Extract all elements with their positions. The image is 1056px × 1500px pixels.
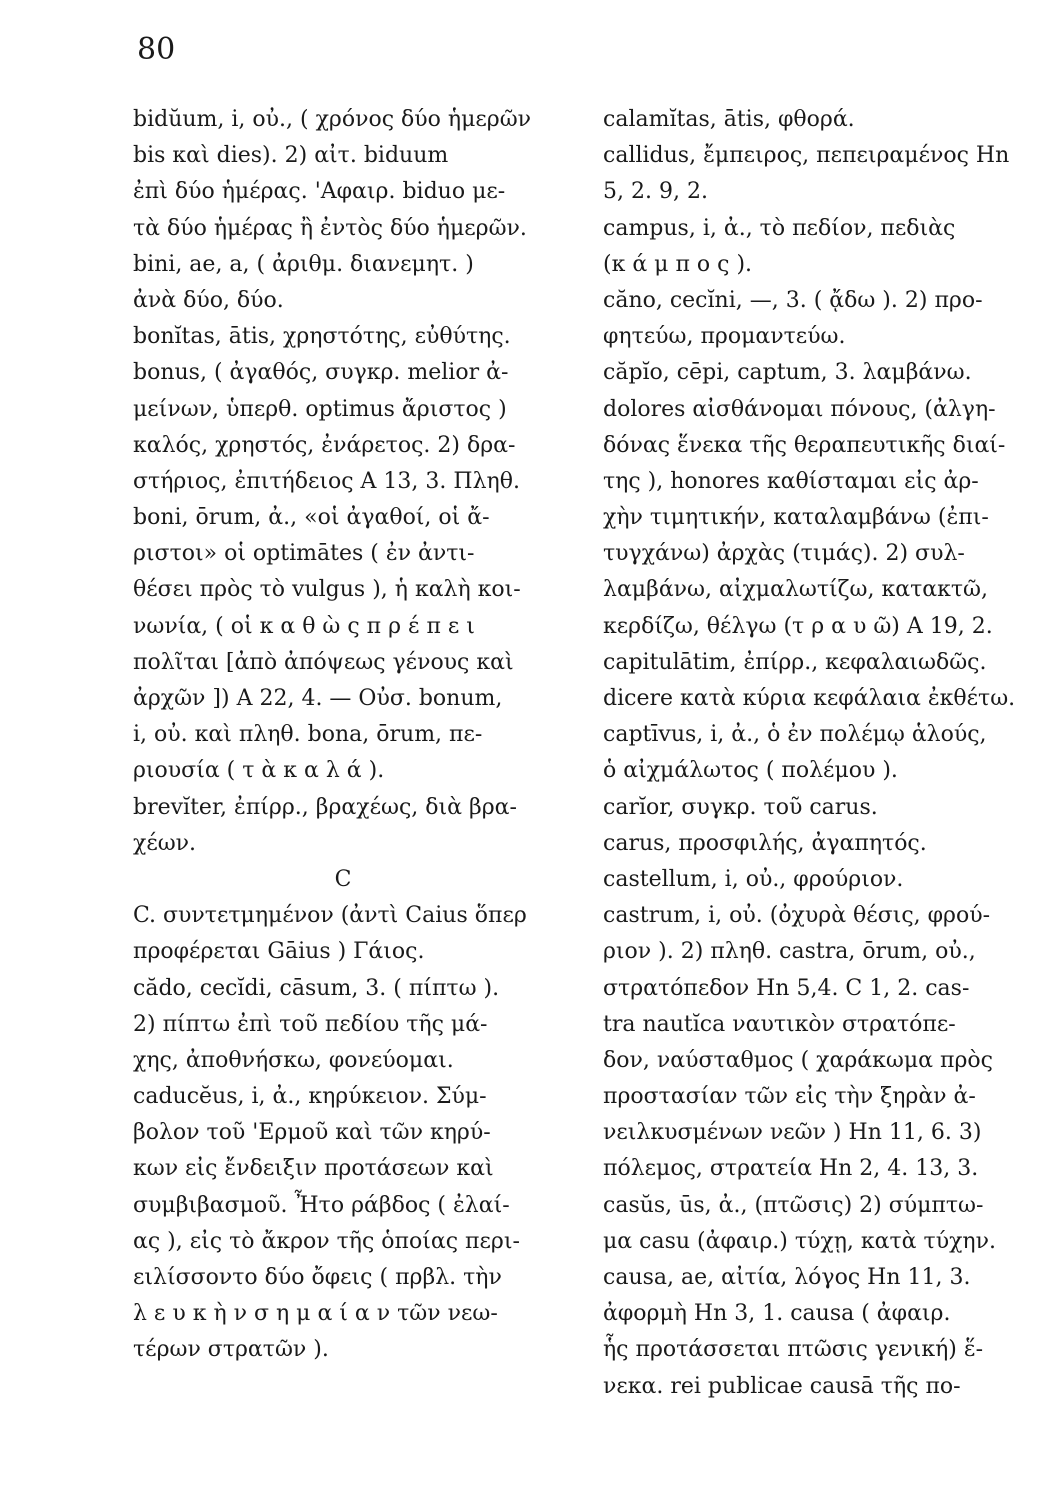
text-line: της ), honores καθίσταμαι εἰς ἀρ- [603,468,979,494]
text-line: brevĭter, ἐπίρρ., βραχέως, διὰ βρα- [133,794,517,820]
text-line: carĭor, συγκρ. τοῦ carus. [603,794,878,820]
text-line: συμβιβασμοῦ. Ἦτο ράβδος ( ἐλαί- [133,1192,510,1218]
text-line: καλός, χρηστός, ἐνάρετος. 2) δρα- [133,432,516,458]
text-line: ἀρχῶν ]) A 22, 4. — Οὐσ. bonum, [133,686,503,711]
text-line: κων εἰς ἔνδειξιν προτάσεων καὶ [133,1156,494,1182]
text-line: χέων. [133,830,197,856]
text-line: νεκα. rei publicae causā τῆς πο- [603,1373,961,1399]
text-line: caducĕus, i, ἀ., κηρύκειον. Σύμ- [133,1084,487,1110]
text-line: λαμβάνω, αἰχμαλωτίζω, κατακτῶ, [603,577,988,603]
text-line: căpĭo, cēpi, captum, 3. λαμβάνω. [603,360,972,386]
text-line: νωνία, ( οἱ κ α θ ὼ ς π ρ έ π ε ι [133,613,475,639]
text-line: captīvus, i, ἀ., ὁ ἐν πολέμῳ ἁλούς, [603,722,987,748]
text-line: στρατόπεδον Hn 5,4. C 1, 2. cas- [603,975,970,1001]
text-line: λ ε υ κ ὴ ν σ η μ α ί α ν τῶν νεω- [133,1301,498,1327]
text-line: 5, 2. 9, 2. [603,179,708,205]
text-line: C. συντετμημένον (ἀντὶ Caius ὅπερ [133,903,527,929]
left-column [133,102,573,1369]
text-line: ριστοι» οἱ optimātes ( ἐν ἀντι- [133,541,475,567]
text-line: ριουσία ( τ ὰ κ α λ ά ). [133,758,385,784]
text-line: bonus, ( ἀγαθός, συγκρ. melior ἀ- [133,360,509,386]
text-line: ἀφορμὴ Hn 3, 1. causa ( ἀφαιρ. [603,1301,951,1327]
text-line: causa, ae, αἰτία, λόγος Hn 11, 3. [603,1265,971,1290]
text-line: τυγχάνω) ἀρχὰς (τιμάς). 2) συλ- [603,541,965,567]
text-line: φητεύω, προμαντεύω. [603,324,846,350]
text-line: castrum, i, οὐ. (ὀχυρὰ θέσις, φρού- [603,903,991,929]
text-line: ἐπὶ δύο ἡμέρας. 'Αφαιρ. biduo με- [133,179,506,205]
text-line: campus, i, ἀ., τὸ πεδίον, πεδιὰς [603,215,956,241]
text-line: τὰ δύο ἡμέρας ἢ ἐντὸς δύο ἡμερῶν. [133,215,527,241]
text-line: boni, ōrum, ἀ., «οἱ ἀγαθοί, οἱ ἄ- [133,505,490,531]
text-line: i, οὐ. καὶ πληθ. bona, ōrum, πε- [133,722,483,748]
text-line: (κ ά μ π ο ς ). [603,251,753,277]
text-line: πολῖται [ἀπὸ ἀπόψεως γένους καὶ [133,649,514,675]
text-line: bini, ae, a, ( ἀριθμ. διανεμητ. ) [133,251,474,277]
text-line: tra nautĭca ναυτικὸν στρατόπε- [603,1011,956,1037]
text-line: ὁ αἰχμάλωτος ( πολέμου ). [603,758,898,784]
text-line: δόνας ἕνεκα τῆς θεραπευτικῆς διαί- [603,432,1006,458]
right-column [603,102,1053,1405]
text-line: castellum, i, οὐ., φρούριον. [603,866,904,892]
text-line: casŭs, ūs, ἀ., (πτῶσις) 2) σύμπτω- [603,1192,984,1218]
section-heading: C [334,866,352,892]
text-line: βολον τοῦ 'Ερμοῦ καὶ τῶν κηρύ- [133,1120,491,1146]
text-line: ειλίσσοντο δύο ὄφεις ( πρβλ. τὴν [133,1265,502,1290]
page-number: 80 [137,32,176,67]
text-line: πόλεμος, στρατεία Hn 2, 4. 13, 3. [603,1156,979,1182]
text-line: căno, cecĭni, —, 3. ( ᾄδω ). 2) προ- [603,287,983,313]
text-line: μα casu (ἀφαιρ.) τύχῃ, κατὰ τύχην. [603,1228,996,1254]
text-line: 2) πίπτω ἐπὶ τοῦ πεδίου τῆς μά- [133,1011,488,1037]
text-line: bis καὶ dies). 2) αἰτ. biduum [133,143,449,169]
text-line: dolores αἰσθάνομαι πόνους, (ἀλγη- [603,396,996,422]
text-line: προφέρεται Gāius ) Γάιος. [133,939,425,965]
text-line: carus, προσφιλής, ἀγαπητός. [603,830,927,856]
text-line: ἧς προτάσσεται πτῶσις γενική) ἕ- [603,1337,984,1363]
text-line: cădo, cecĭdi, cāsum, 3. ( πίπτω ). [133,975,500,1001]
text-line: dicere κατὰ κύρια κεφάλαια ἐκθέτω. [603,686,1016,711]
text-line: callidus, ἔμπειρος, πεπειραμένος Hn [603,143,1010,169]
text-line: ριον ). 2) πληθ. castra, ōrum, οὐ., [603,939,976,965]
text-line: τέρων στρατῶν ). [133,1337,329,1363]
text-line: bidŭum, i, οὐ., ( χρόνος δύο ἡμερῶν [133,107,532,132]
text-line: χης, ἀποθνήσκω, φονεύομαι. [133,1047,454,1073]
text-line: capitulātim, ἐπίρρ., κεφαλαιωδῶς. [603,649,987,675]
text-line: δον, ναύσταθμος ( χαράκωμα πρὸς [603,1047,993,1073]
text-line: νειλκυσμένων νεῶν ) Hn 11, 6. 3) [603,1120,982,1146]
text-line: calamĭtas, ātis, φθορά. [603,107,855,132]
text-line: ας ), εἰς τὸ ἄκρον τῆς ὁποίας περι- [133,1228,520,1254]
text-line: στήριος, ἐπιτήδειος A 13, 3. Πληθ. [133,468,520,494]
text-line: κερδίζω, θέλγω (τ ρ α υ ῶ) A 19, 2. [603,613,993,639]
text-line: bonĭtas, ātis, χρηστότης, εὐθύτης. [133,324,511,350]
text-line: μείνων, ὑπερθ. optimus ἄριστος ) [133,396,507,422]
text-line: ἀνὰ δύο, δύο. [133,287,284,313]
text-line: χὴν τιμητικήν, καταλαμβάνω (ἐπι- [603,505,989,531]
text-line: θέσει πρὸς τὸ vulgus ), ἡ καλὴ κοι- [133,577,521,603]
text-line: προστασίαν τῶν εἰς τὴν ξηρὰν ἀ- [603,1084,976,1110]
